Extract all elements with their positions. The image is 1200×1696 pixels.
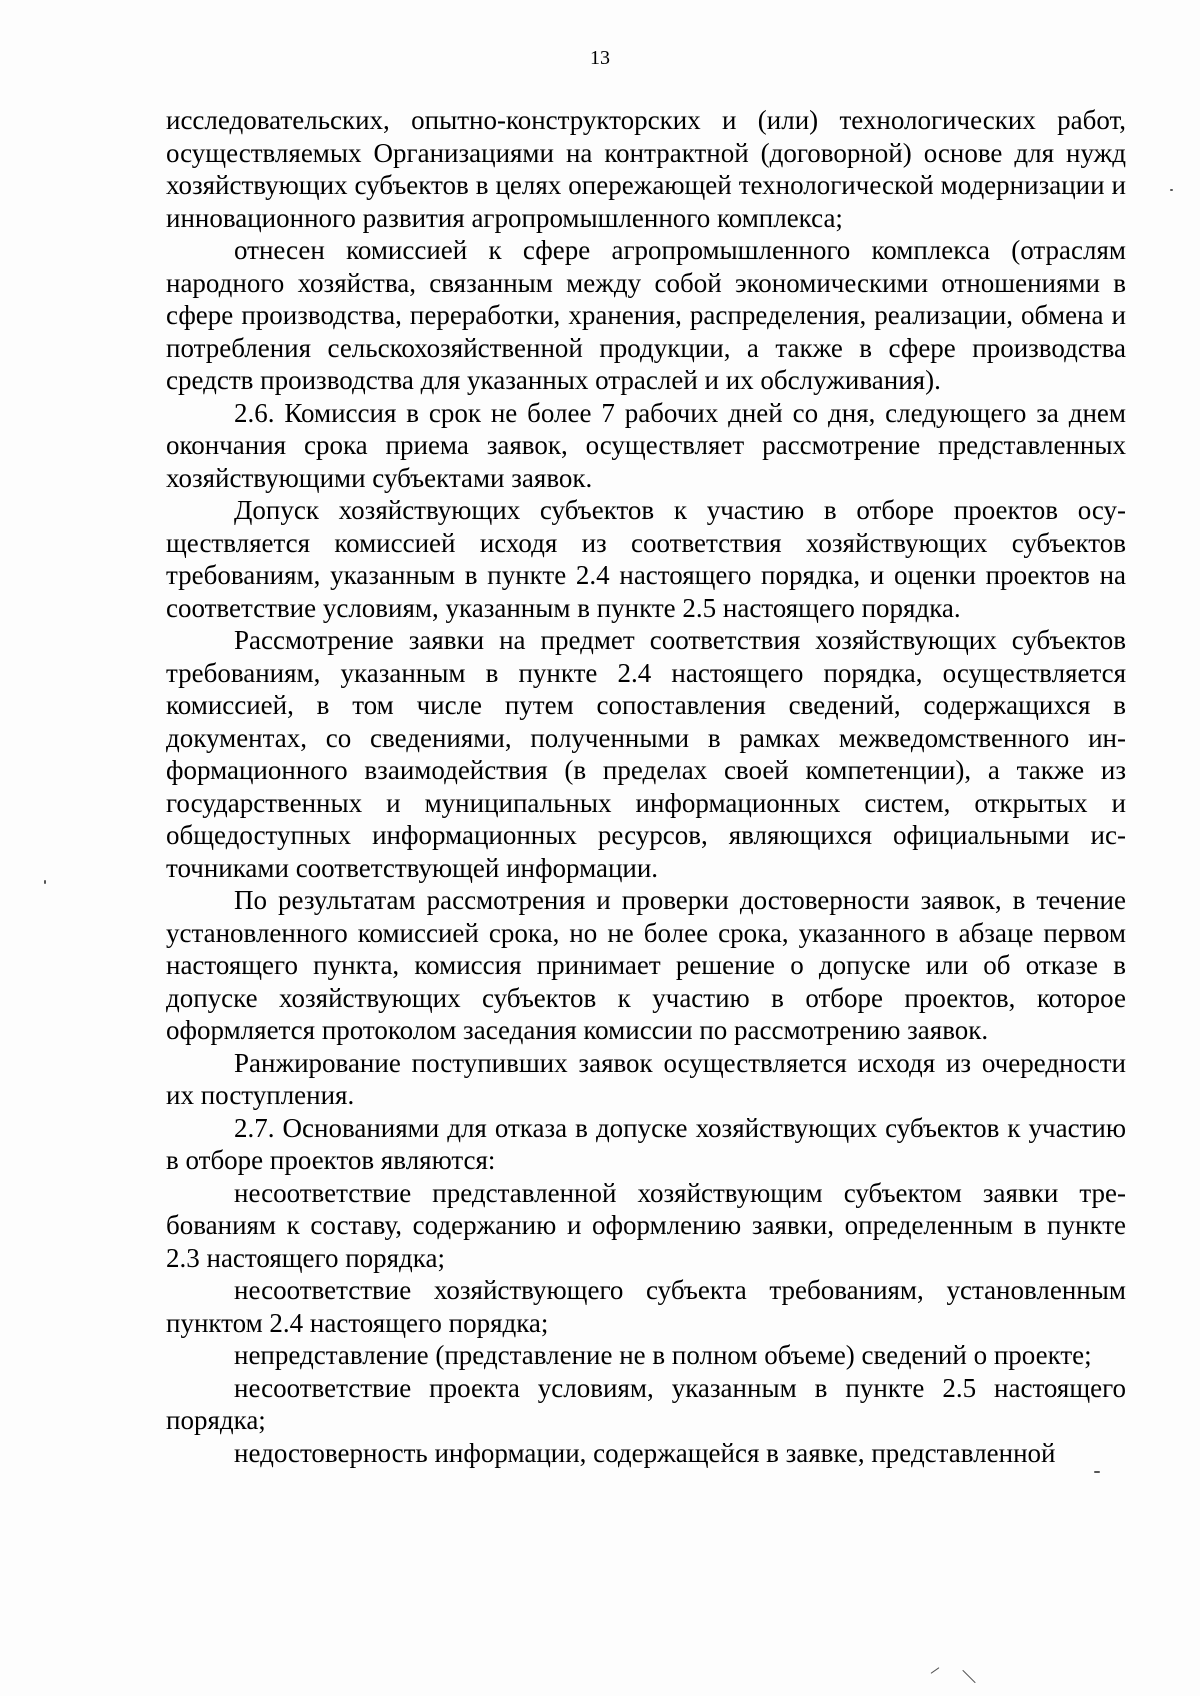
paragraph-2-7-refusal-grounds: 2.7. Основаниями для отказа в допуске хозяйствующих субъектов к участию в отборе проектов являются: <box>166 1112 1126 1175</box>
scan-speck <box>931 1667 940 1674</box>
paragraph-admission: Допуск хозяйствующих субъектов к участию в отборе проектов осуществляется комиссией исходя из соответствия хозяйствующих субъектов требованиям, указанным в пункте 2.4 настоящего порядка, и оценки проектов на соответствие условиям, указанным в пункте 2.5 настоящего порядка. <box>166 495 1126 623</box>
document-body <box>166 104 1126 1469</box>
paragraph-agro-sector: отнесен комиссией к сфере агропромышленного комплекса (отраслям народного хозяйства, связанным между собой экономическими отношениями в сфере производства, переработки, хранения, распределения, реализации, обмена и потребления сельскохозяйственной продукции, а также в сфере производства средств производства для указанных отраслей и их обслуживания). <box>166 235 1126 395</box>
paragraph-2-6-review-term: 2.6. Комиссия в срок не более 7 рабочих дней со дня, следующего за днем окончания срока приема заявок, осуществляет рассмотрение представленных хозяйствующими субъектами заявок. <box>166 397 1126 493</box>
page-number: 13 <box>590 47 610 69</box>
paragraph-ranking: Ранжирование поступивших заявок осуществляется исходя из очередности их поступления. <box>166 1047 1126 1110</box>
paragraph-ground-application-mismatch: несоответствие представленной хозяйствующим субъектом заявки требованиям к составу, содержанию и оформлению заявки, определенным в пункте 2.3 настоящего порядка; <box>166 1177 1126 1273</box>
paragraph-ground-false-info: недостоверность информации, содержащейся в заявке, представленной <box>234 1437 1056 1468</box>
scan-speck <box>1170 189 1173 191</box>
paragraph-ground-project-mismatch: несоответствие проекта условиям, указанным в пункте 2.5 настоящего порядка; <box>166 1372 1126 1435</box>
paragraph-application-review: Рассмотрение заявки на предмет соответствия хозяйствующих субъектов требованиям, указанным в пункте 2.4 настоящего порядка, осуществляется комиссией, в том числе путем сопоставления сведений, содержащихся в документах, со сведениями, полученными в рамках межведомственного информационного взаимодействия (в пределах своей компетенции), а также из государственных и муниципальных информационных систем, открытых и общедоступных информационных ресурсов, являющихся официальными источниками соответствующей информации. <box>166 625 1126 883</box>
paragraph-research-works: исследовательских, опытно-конструкторских и (или) технологических работ, осуществляемых Организациями на контрактной (договорной) основе для нужд хозяйствующих субъектов в целях опережающей технологической модернизации и инновационного развития агропромышленного комплекса; <box>166 105 1126 233</box>
scan-speck <box>1094 1471 1100 1473</box>
paragraph-ground-missing-info: непредставление (представление не в полном объеме) сведений о проекте; <box>234 1340 1092 1370</box>
scan-speck <box>44 880 46 884</box>
paragraph-ground-entity-mismatch: несоответствие хозяйствующего субъекта требованиям, установленным пунктом 2.4 настоящего порядка; <box>166 1275 1126 1338</box>
scan-speck <box>962 1670 975 1683</box>
paragraph-review-results: По результатам рассмотрения и проверки достоверности заявок, в течение установленного комиссией срока, но не более срока, указанного в абзаце первом настоящего пункта, комиссия принимает решение о допуске или об отказе в допуске хозяйствующих субъектов к участию в отборе проектов, которое оформляется протоколом заседания комиссии по рассмотрению заявок. <box>166 885 1126 1045</box>
